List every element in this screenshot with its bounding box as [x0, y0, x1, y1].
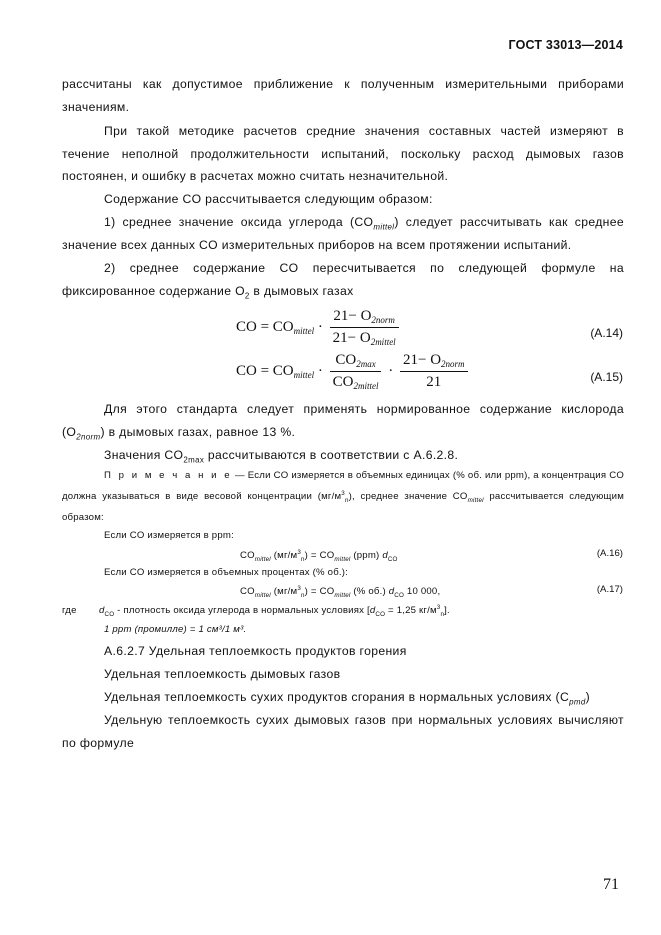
- section-heading: А.6.2.7 Удельная теплоемкость продуктов горения: [104, 644, 407, 658]
- paragraph-continuation: рассчитаны как допустимое приближение к полученным измерительными приборами значениям.: [62, 77, 624, 114]
- formula-a14: CO = $CO_{mittel}$ · $\frac{21- O_{2norm}}{21- O_{2mittel}}$: [236, 308, 402, 347]
- formula-number-a14: (A.14): [590, 326, 623, 340]
- formula-a16: $CO_{mittel}$ $(мг/м^3_n) = CO_{mittel}$ (ppm) $d_{CO}$: [240, 548, 398, 563]
- document-header: ГОСТ 33013—2014: [508, 38, 623, 52]
- formula-number-a15: (A.15): [590, 370, 623, 384]
- paragraph-formula-intro: Удельную теплоемкость сухих дымовых газов при нормальных условиях вычисляют по формуле: [62, 713, 624, 750]
- ppm-definition: 1 ppm (промилле) = 1 см³/1 м³.: [104, 624, 247, 635]
- formula-number-a16: (A.16): [596, 548, 623, 559]
- paragraph-co-mean: 1) среднее значение оксида углерода $(CO_{mittel})$ следует рассчитывать как среднее значение всех данных CO измерительных приборов на всем протяжении испытаний.: [62, 215, 624, 252]
- note-case-percent: Если CO измеряется в объемных процентах (% об.):: [104, 567, 349, 578]
- formula-a15: CO = $CO_{mittel}$ · $\frac{CO_{2max}}{CO_{2mittel}}$ · $\frac{21- O_{2norm}}{21}$: [236, 352, 471, 391]
- where-definition: $d_{CO}$ - плотность оксида углерода в нормальных условиях [$d_{CO} = 1,25$ $кг/м^3_n$].: [99, 603, 450, 618]
- note-case-ppm: Если CO измеряется в ppm:: [104, 530, 234, 541]
- page-number: 71: [603, 876, 619, 893]
- subsection-flue-gas: Удельная теплоемкость дымовых газов: [104, 667, 341, 681]
- subsection-dry-products: Удельная теплоемкость сухих продуктов сгорания в нормальных условиях $(C_{pmd})$: [104, 690, 591, 707]
- fraction: $\frac{21- O_{2norm}}{21- O_{2mittel}}$: [330, 308, 399, 347]
- paragraph-co-recalc: 2) среднее содержание CO пересчитывается по следующей формуле на фиксированное содержание $O_2$ в дымовых газах: [62, 261, 624, 300]
- paragraph-oxygen-norm: Для этого стандарта следует применять нормированное содержание кислорода $(O_{2norm})$ в дымовых газах, равное 13 %.: [62, 402, 624, 441]
- note: П р и м е ч а н и е — Если CO измеряется в объемных единицах (% об. или ppm), а концентрация CO должна указываться в виде весовой концентрации $(мг/м^3_n)$, среднее значение $CO_{mittel}$ рассчитывается следующим образом:: [62, 470, 625, 523]
- where-label: где: [62, 605, 77, 616]
- paragraph-co2max: Значения $CO_{2max}$ рассчитываются в соответствии с А.6.2.8.: [104, 448, 459, 465]
- fraction: $\frac{21- O_{2norm}}{21}$: [400, 352, 468, 391]
- formula-number-a17: (A.17): [596, 584, 623, 595]
- paragraph-method: При такой методике расчетов средние значения составных частей измеряют в течение неполной продолжительности испытаний, поскольку расход дымовых газов постоянен, и ошибку в расчетах можно считать незначительной.: [62, 124, 624, 183]
- fraction: $\frac{CO_{2max}}{CO_{2mittel}}$: [330, 352, 382, 391]
- formula-a17: $CO_{mittel}$ $(мг/м^3_n) = CO_{mittel}$ (% об.) $d_{CO}$ 10 000,: [240, 584, 441, 599]
- paragraph-co-intro: Содержание CO рассчитывается следующим образом:: [104, 192, 433, 206]
